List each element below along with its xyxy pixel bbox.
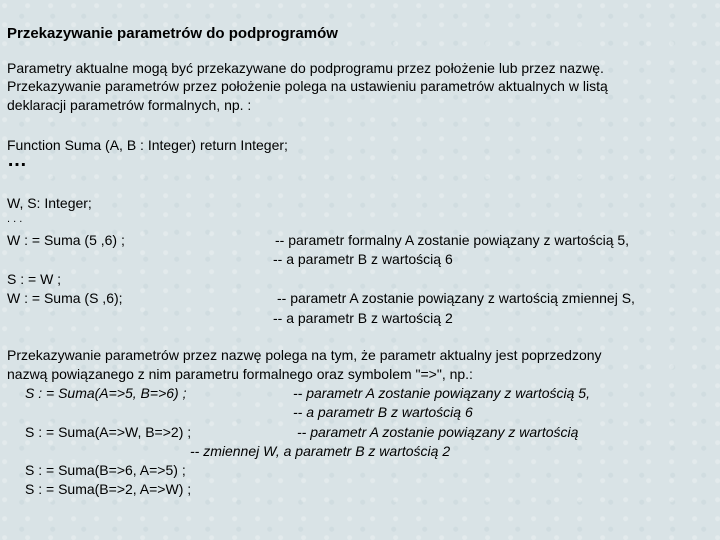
named-example-1-comment-1: -- parametr A zostanie powiązany z wartością 5,: [293, 385, 590, 401]
named-intro-line-2: nazwą powiązanego z nim parametru formalnego oraz symbolem "=>", np.:: [7, 366, 473, 382]
call-positional-1-comment-1: -- parametr formalny A zostanie powiązany z wartością 5,: [275, 232, 630, 248]
call-positional-1: W : = Suma (5 ,6) ;: [7, 232, 125, 248]
intro-line-2: Przekazywanie parametrów przez położenie polega na ustawieniu parametrów aktualnych w listą: [7, 78, 608, 94]
named-example-2-comment-2: -- zmiennej W, a parametr B z wartością 2: [190, 443, 451, 459]
intro-line-1: Parametry aktualne mogą być przekazywane do podprogramu przez położenie lub przez nazwę.: [7, 60, 604, 76]
named-example-1: S : = Suma(A=>5, B=>6) ;: [25, 385, 187, 401]
named-example-1-comment-2: -- a parametr B z wartością 6: [293, 404, 473, 420]
named-intro-line-1: Przekazywanie parametrów przez nazwę polega na tym, że parametr aktualny jest poprzedzony: [7, 347, 602, 363]
slide-title: Przekazywanie parametrów do podprogramów: [7, 25, 338, 42]
call-positional-2: W : = Suma (S ,6);: [7, 290, 123, 306]
call-positional-2-comment-2: -- a parametr B z wartością 2: [273, 310, 453, 326]
named-example-2-comment-1: -- parametr A zostanie powiązany z wartością: [297, 424, 579, 440]
named-example-4: S : = Suma(B=>2, A=>W) ;: [25, 481, 192, 497]
intro-line-3: deklaracji parametrów formalnych, np. :: [7, 97, 252, 113]
function-signature: Function Suma (A, B : Integer) return Integer;: [7, 137, 288, 153]
variable-declaration: W, S: Integer;: [7, 195, 92, 211]
ellipsis-small: . . .: [7, 213, 23, 225]
ellipsis-bold: …: [7, 149, 29, 171]
assign-statement: S : = W ;: [7, 271, 62, 287]
call-positional-1-comment-2: -- a parametr B z wartością 6: [273, 251, 453, 267]
call-positional-2-comment-1: -- parametr A zostanie powiązany z wartością zmiennej S,: [277, 290, 635, 306]
named-example-3: S : = Suma(B=>6, A=>5) ;: [25, 462, 186, 478]
named-example-2: S : = Suma(A=>W, B=>2) ;: [25, 424, 192, 440]
